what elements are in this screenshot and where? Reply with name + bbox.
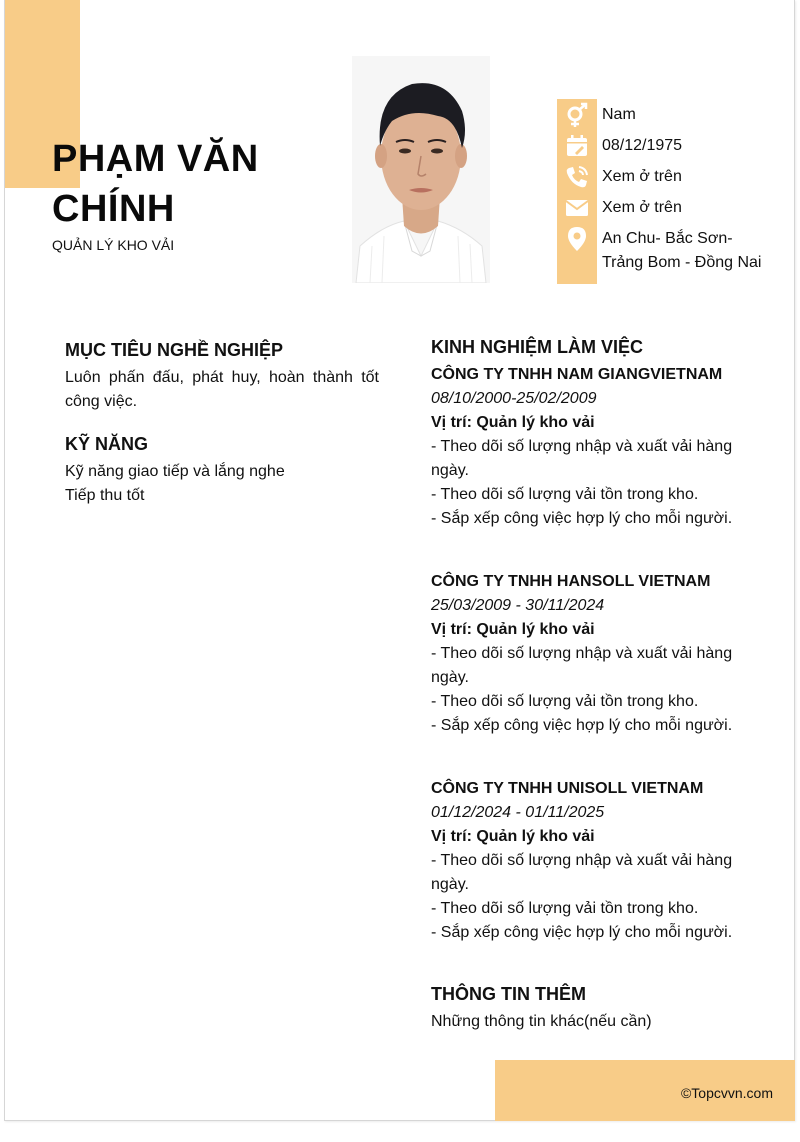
contact-address: An Chu- Bắc Sơn- Trảng Bom - Đồng Nai [602,230,762,271]
copyright-link[interactable]: ©Topcvvn.com [680,1085,773,1101]
additional-info-heading: THÔNG TIN THÊM [431,984,586,1004]
portrait-image [352,56,490,283]
contact-birthdate: 08/12/1975 [602,137,683,154]
employment-dates: 08/10/2000-25/02/2009 [431,390,597,407]
additional-info-text: Những thông tin khác(nếu cần) [431,1013,652,1030]
duty-item: - Sắp xếp công việc hợp lý cho mỗi người. [431,924,733,941]
employment-dates: 01/12/2024 - 01/11/2025 [431,804,605,821]
objective-heading: MỤC TIÊU NGHỀ NGHIỆP [65,340,284,360]
phone-icon [563,164,591,190]
candidate-name [52,134,332,234]
duty-item: - Theo dõi số lượng nhập và xuất vải hàng ngày. [431,852,733,893]
location-icon [563,226,591,252]
company-name: CÔNG TY TNHH HANSOLL VIETNAM [431,573,711,590]
duty-item: - Theo dõi số lượng vải tồn trong kho. [431,900,699,917]
duty-item: - Sắp xếp công việc hợp lý cho mỗi người. [431,717,733,734]
experience-entry [431,777,761,945]
position: Vị trí: Quản lý kho vải [431,828,595,845]
contact-phone: Xem ở trên [602,168,682,185]
duty-item: - Sắp xếp công việc hợp lý cho mỗi người. [431,510,733,527]
objective-text: Luôn phấn đấu, phát huy, hoàn thành tốt công việc. [65,369,379,410]
skills-heading: KỸ NĂNG [65,434,149,454]
job-title: QUẢN LÝ KHO VẢI [52,237,175,253]
experience-entry [431,570,761,738]
duty-item: - Theo dõi số lượng vải tồn trong kho. [431,693,699,710]
skills-list [65,460,379,508]
footer-accent-block [495,1060,795,1121]
calendar-icon [563,133,591,159]
company-name: CÔNG TY TNHH NAM GIANGVIETNAM [431,366,723,383]
contact-gender: Nam [602,106,636,123]
profile-photo [352,56,490,283]
name-line-1: PHẠM VĂN [52,138,259,180]
employment-dates: 25/03/2009 - 30/11/2024 [431,597,605,614]
position: Vị trí: Quản lý kho vải [431,621,595,638]
skill-item: Kỹ năng giao tiếp và lắng nghe [65,463,285,480]
contact-email: Xem ở trên [602,199,682,216]
email-icon [563,195,591,221]
gender-icon [563,102,591,128]
duty-item: - Theo dõi số lượng vải tồn trong kho. [431,486,699,503]
name-line-2: CHÍNH [52,188,175,230]
company-name: CÔNG TY TNHH UNISOLL VIETNAM [431,780,704,797]
duty-item: - Theo dõi số lượng nhập và xuất vải hàng ngày. [431,438,733,479]
duty-item: - Theo dõi số lượng nhập và xuất vải hàng ngày. [431,645,733,686]
experience-entry [431,363,761,531]
position: Vị trí: Quản lý kho vải [431,414,595,431]
experience-heading: KINH NGHIỆM LÀM VIỆC [431,337,644,357]
skill-item: Tiếp thu tốt [65,487,145,504]
